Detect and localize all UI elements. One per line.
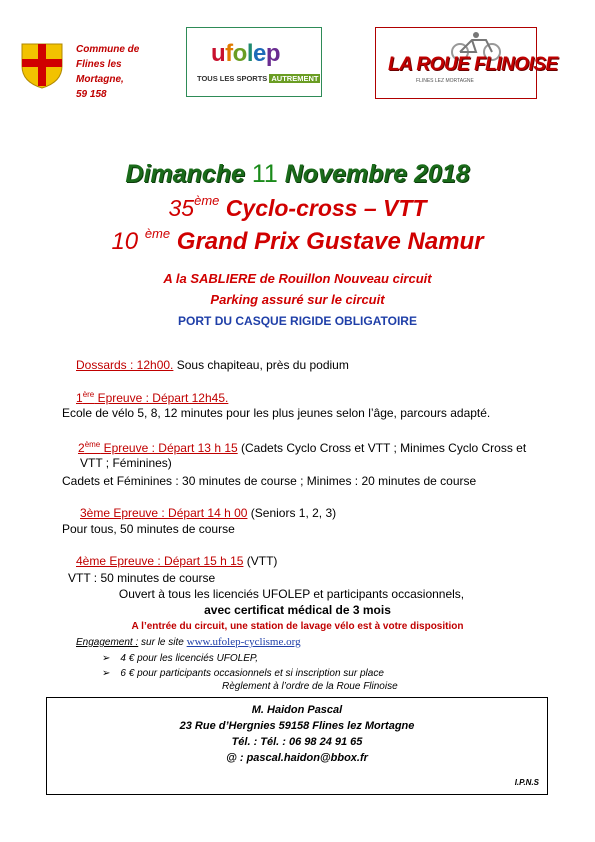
coat-of-arms-icon <box>20 42 64 90</box>
ufolep-tagline <box>197 74 320 83</box>
dossards-label: Dossards : 12h00. <box>76 358 174 372</box>
edition-suffix: ème <box>194 193 220 208</box>
epreuve1-text: Ecole de vélo 5, 8, 12 minutes pour les plus jeunes selon l’âge, parcours adapté. <box>62 406 491 420</box>
event-title <box>0 195 595 222</box>
fee-licensed: 4 € pour les licenciés UFOLEP, <box>120 653 259 664</box>
epreuve1-num: 1 <box>76 391 83 405</box>
ufolep-website-link[interactable]: www.ufolep-cyclisme.org <box>186 636 301 648</box>
gp-name: Grand Prix Gustave Namur <box>170 228 484 255</box>
location-line: A la SABLIERE de Rouillon Nouveau circuit <box>163 271 432 286</box>
epreuve1-heading <box>76 387 228 406</box>
edition-number: 35 <box>168 195 195 221</box>
contact-name: M. Haidon Pascal <box>251 704 343 716</box>
epreuve2-text2: VTT ; Féminines) <box>80 456 172 470</box>
epreuve2-heading <box>78 437 526 456</box>
event-date <box>0 160 595 189</box>
epreuve2-text: (Cadets Cyclo Cross et VTT ; Minimes Cyclo Cross et <box>237 441 527 455</box>
helmet-notice: PORT DU CASQUE RIGIDE OBLIGATOIRE <box>178 314 417 328</box>
parking-line: Parking assuré sur le circuit <box>210 292 385 307</box>
ipns-label: I.P.N.S <box>514 778 539 787</box>
certificate-notice: avec certificat médical de 3 mois <box>204 603 391 617</box>
club-logo <box>375 27 558 99</box>
epreuve1-title: Epreuve : Départ 12h45. <box>94 391 229 405</box>
bullet-arrow-icon: ➢ <box>102 653 111 664</box>
open-notice: Ouvert à tous les licenciés UFOLEP et participants occasionnels, <box>118 587 465 601</box>
epreuve3-heading <box>80 505 336 521</box>
epreuve4-heading <box>76 553 277 569</box>
epreuve2-title: Epreuve : Départ 13 h 15 <box>100 441 238 455</box>
gp-number: 10 <box>111 228 145 255</box>
contact-address: 23 Rue d’Hergnies 59158 Flines lez Mortagne <box>179 720 415 732</box>
dossards-line <box>76 357 349 373</box>
dossards-text: Sous chapiteau, près du podium <box>173 358 349 372</box>
washing-notice: A l’entrée du circuit, une station de lavage vélo est à votre disposition <box>131 621 464 632</box>
ufolep-logo <box>186 27 322 97</box>
payment-note: Règlement à l’ordre de la Roue Flinoise <box>222 681 398 692</box>
epreuve2-num: 2 <box>78 441 85 455</box>
epreuve2-sup: ème <box>84 440 101 449</box>
contact-phone: Tél. : Tél. : 06 98 24 91 65 <box>231 736 363 748</box>
commune-line: Commune de <box>76 44 140 55</box>
epreuve3-text: (Seniors 1, 2, 3) <box>247 506 337 520</box>
commune-label <box>76 42 166 102</box>
epreuve1-sup: ère <box>82 390 95 399</box>
fee-occasional: 6 € pour participants occasionnels et si inscription sur place <box>120 668 384 679</box>
ufolep-logo-word: ufolep <box>211 40 281 67</box>
epreuve4-text: (VTT) <box>243 554 278 568</box>
club-logo-sub: FLINES LEZ MORTAGNE <box>416 78 474 84</box>
epreuve4-text2: VTT : 50 minutes de course <box>68 571 216 585</box>
ufolep-tagline-a: TOUS LES SPORTS <box>197 74 270 83</box>
engagement-text: sur le site <box>138 637 187 648</box>
event-name: Cyclo-cross – VTT <box>219 195 427 221</box>
gp-suffix: ème <box>144 226 171 241</box>
date-number: 11 <box>251 160 278 188</box>
date-day: Dimanche <box>125 160 252 188</box>
epreuve3-label: 3ème Epreuve : Départ 14 h 00 <box>80 506 248 520</box>
commune-line: Flines les <box>76 59 122 70</box>
club-logo-word: LA ROUE FLINOISE <box>388 54 558 75</box>
engagement-label: Engagement : <box>76 637 139 648</box>
epreuve4-label: 4ème Epreuve : Départ 15 h 15 <box>76 554 244 568</box>
commune-line: 59 158 <box>76 89 107 100</box>
date-month: Novembre 2018 <box>277 160 470 188</box>
epreuve2-text3: Cadets et Féminines : 30 minutes de course ; Minimes : 20 minutes de course <box>62 474 477 488</box>
contact-email[interactable]: @ : pascal.haidon@bbox.fr <box>226 752 368 764</box>
epreuve2-label <box>78 441 238 455</box>
epreuve3-text2: Pour tous, 50 minutes de course <box>62 522 235 536</box>
grand-prix-title <box>0 228 595 256</box>
ufolep-tagline-b: AUTREMENT <box>271 74 319 83</box>
bullet-arrow-icon: ➢ <box>102 668 111 679</box>
commune-line: Mortagne, <box>76 74 124 85</box>
epreuve1-label <box>76 391 228 405</box>
contact-box <box>46 697 548 795</box>
